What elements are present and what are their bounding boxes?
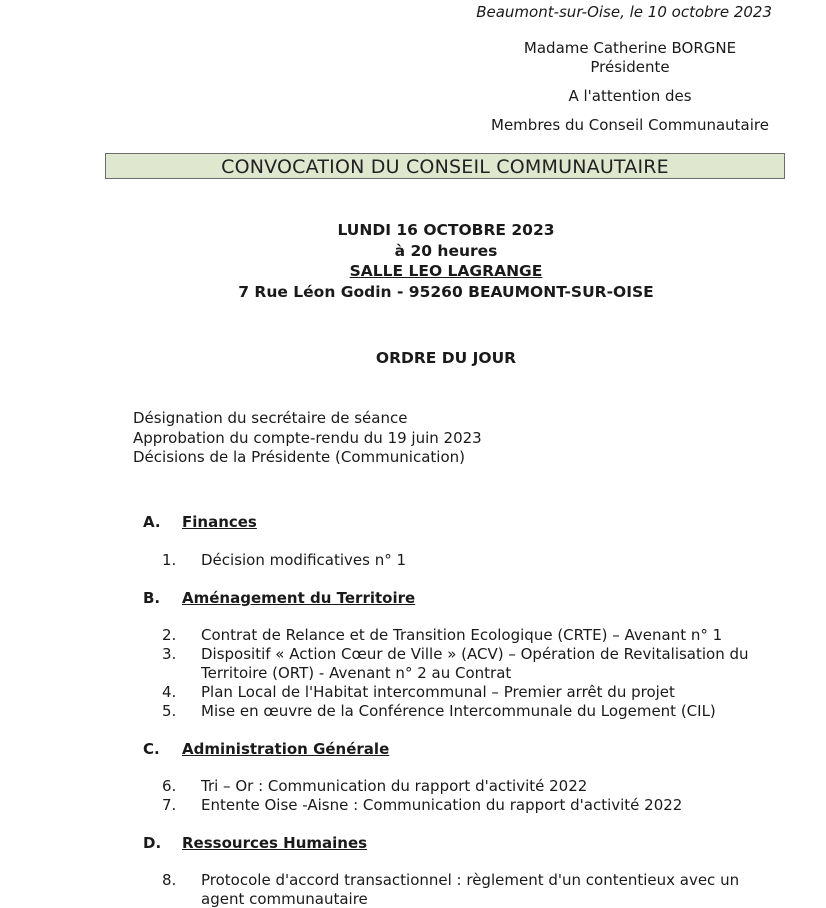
- sender-name: Madame Catherine BORGNE: [523, 39, 737, 57]
- meeting-time: à 20 heures: [394, 242, 498, 260]
- agenda-item-continuation: agent communautaire: [201, 890, 368, 908]
- place-date: Beaumont-sur-Oise, le 10 octobre 2023: [476, 3, 772, 21]
- recipients-line: Membres du Conseil Communautaire: [491, 116, 769, 134]
- item-number: 1.: [162, 551, 177, 569]
- document-title: CONVOCATION DU CONSEIL COMMUNAUTAIRE: [221, 156, 669, 178]
- meeting-date: LUNDI 16 OCTOBRE 2023: [337, 221, 555, 239]
- section-letter: D.: [143, 834, 162, 852]
- agenda-item: Contrat de Relance et de Transition Ecologique (CRTE) – Avenant n° 1: [201, 626, 723, 644]
- intro-item: Décisions de la Présidente (Communication): [133, 448, 465, 466]
- agenda-item: Plan Local de l'Habitat intercommunal – Premier arrêt du projet: [201, 683, 675, 701]
- title-banner: [105, 153, 785, 179]
- item-number: 7.: [162, 796, 177, 814]
- meeting-address: 7 Rue Léon Godin - 95260 BEAUMONT-SUR-OISE: [238, 283, 654, 301]
- item-number: 8.: [162, 871, 177, 889]
- item-number: 5.: [162, 702, 177, 720]
- section-title: Finances: [182, 513, 257, 531]
- section-title: Aménagement du Territoire: [182, 589, 416, 607]
- section-letter: C.: [143, 740, 160, 758]
- intro-item: Approbation du compte-rendu du 19 juin 2023: [133, 429, 482, 447]
- item-number: 4.: [162, 683, 177, 701]
- attention-line: A l'attention des: [568, 87, 692, 105]
- agenda-item: Protocole d'accord transactionnel : règlement d'un contentieux avec un: [201, 871, 740, 889]
- intro-item: Désignation du secrétaire de séance: [133, 409, 408, 427]
- agenda-item: Dispositif « Action Cœur de Ville » (ACV) – Opération de Revitalisation du: [201, 645, 749, 663]
- agenda-item: Décision modificatives n° 1: [201, 551, 407, 569]
- agenda-title: ORDRE DU JOUR: [375, 349, 517, 367]
- section-title: Ressources Humaines: [182, 834, 368, 852]
- section-title: Administration Générale: [182, 740, 390, 758]
- agenda-item-continuation: Territoire (ORT) - Avenant n° 2 au Contrat: [201, 664, 512, 682]
- meeting-venue-wrap: [0, 262, 826, 280]
- item-number: 2.: [162, 626, 177, 644]
- item-number: 6.: [162, 777, 177, 795]
- item-number: 3.: [162, 645, 177, 663]
- agenda-item: Tri – Or : Communication du rapport d'activité 2022: [201, 777, 588, 795]
- meeting-venue: SALLE LEO LAGRANGE: [349, 262, 543, 280]
- section-letter: A.: [143, 513, 161, 531]
- agenda-item: Entente Oise -Aisne : Communication du rapport d'activité 2022: [201, 796, 683, 814]
- sender-role: Présidente: [590, 58, 670, 76]
- section-letter: B.: [143, 589, 161, 607]
- agenda-item: Mise en œuvre de la Conférence Intercommunale du Logement (CIL): [201, 702, 716, 720]
